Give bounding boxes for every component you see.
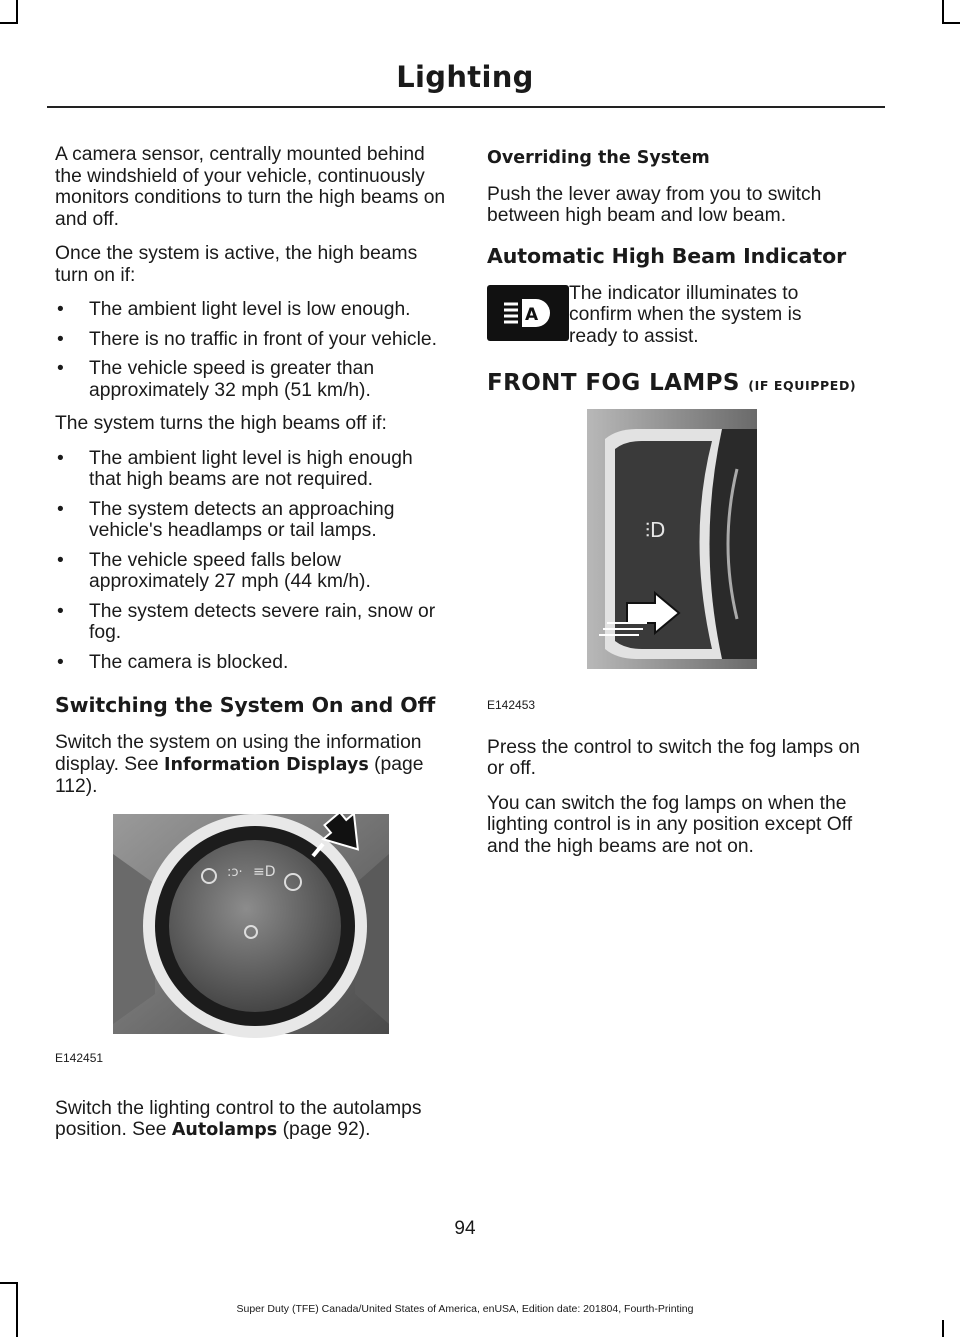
autolamps-link[interactable]: Autolamps — [171, 1120, 278, 1140]
crop-mark — [0, 22, 18, 24]
fog-lamp-switch-figure — [487, 409, 777, 717]
right-column — [487, 144, 862, 870]
intro-paragraph: A camera sensor, centrally mounted behind the windshield of your vehicle, continuously monitors conditions to turn the high beams on and off. — [55, 144, 446, 230]
fog-lamps-heading: FRONT FOG LAMPS (IF EQUIPPED) — [487, 370, 857, 396]
information-displays-link[interactable]: Information Displays — [163, 754, 369, 775]
off-conditions-list — [55, 448, 450, 674]
headlamp-switch-figure — [55, 814, 395, 1070]
crop-mark — [942, 1320, 944, 1337]
fog-lamp-switch-illustration — [487, 409, 777, 717]
list-item: • The vehicle speed is greater than approximately 32 mph (51 km/h). — [55, 358, 450, 401]
footer-text: Super Duty (TFE) Canada/United States of America, enUSA, Edition date: 201804, Fourth-Printing — [236, 1303, 694, 1315]
list-item: • The vehicle speed falls below approximately 27 mph (44 km/h). — [55, 550, 450, 593]
override-heading: Overriding the System — [487, 148, 710, 168]
crop-mark — [942, 0, 944, 24]
svg-text:A: A — [525, 304, 539, 325]
auto-high-beam-icon — [487, 285, 569, 341]
indicator-row — [487, 283, 862, 348]
headlamp-switch-illustration — [55, 814, 395, 1070]
figure-label: E142451 — [55, 1051, 104, 1065]
svg-text::ɔ·: :ɔ· — [227, 864, 243, 880]
switching-heading: Switching the System On and Off — [55, 693, 436, 717]
on-conditions-intro: Once the system is active, the high beams turn on if: — [55, 243, 418, 286]
crop-mark — [942, 22, 960, 24]
left-column — [55, 144, 450, 1155]
on-conditions-list — [55, 299, 450, 401]
list-item: • The ambient light level is low enough. — [55, 299, 450, 321]
indicator-text: The indicator illuminates to confirm when the system is ready to assist. — [569, 282, 802, 347]
svg-text:⫶D: ⫶D — [645, 517, 666, 542]
list-item: • The system detects severe rain, snow or fog. — [55, 601, 450, 644]
svg-text:≡D: ≡D — [253, 863, 276, 880]
page-title: Lighting — [396, 60, 534, 94]
figure-label: E142453 — [487, 698, 536, 712]
crop-mark — [16, 0, 18, 24]
indicator-heading: Automatic High Beam Indicator — [487, 243, 847, 268]
autolamps-paragraph: Switch the lighting control to the autolamps position. See Autolamps (page 92). — [55, 1097, 422, 1140]
list-item: • The system detects an approaching vehicle's headlamps or tail lamps. — [55, 499, 450, 542]
off-conditions-intro: The system turns the high beams off if: — [55, 413, 387, 434]
page-number: 94 — [454, 1218, 476, 1239]
crop-mark — [0, 1282, 18, 1284]
fog-paragraph-1: Press the control to switch the fog lamps on or off. — [487, 736, 860, 779]
header-rule — [47, 106, 885, 108]
fog-paragraph-2: You can switch the fog lamps on when the lighting control is in any position except Off and the high beams are not on. — [487, 792, 853, 857]
list-item: • The camera is blocked. — [55, 652, 450, 674]
list-item: • There is no traffic in front of your vehicle. — [55, 329, 450, 351]
switching-paragraph: Switch the system on using the information display. See Information Displays (page 112). — [55, 732, 424, 797]
list-item: • The ambient light level is high enough that high beams are not required. — [55, 448, 450, 491]
override-paragraph: Push the lever away from you to switch between high beam and low beam. — [487, 183, 822, 226]
